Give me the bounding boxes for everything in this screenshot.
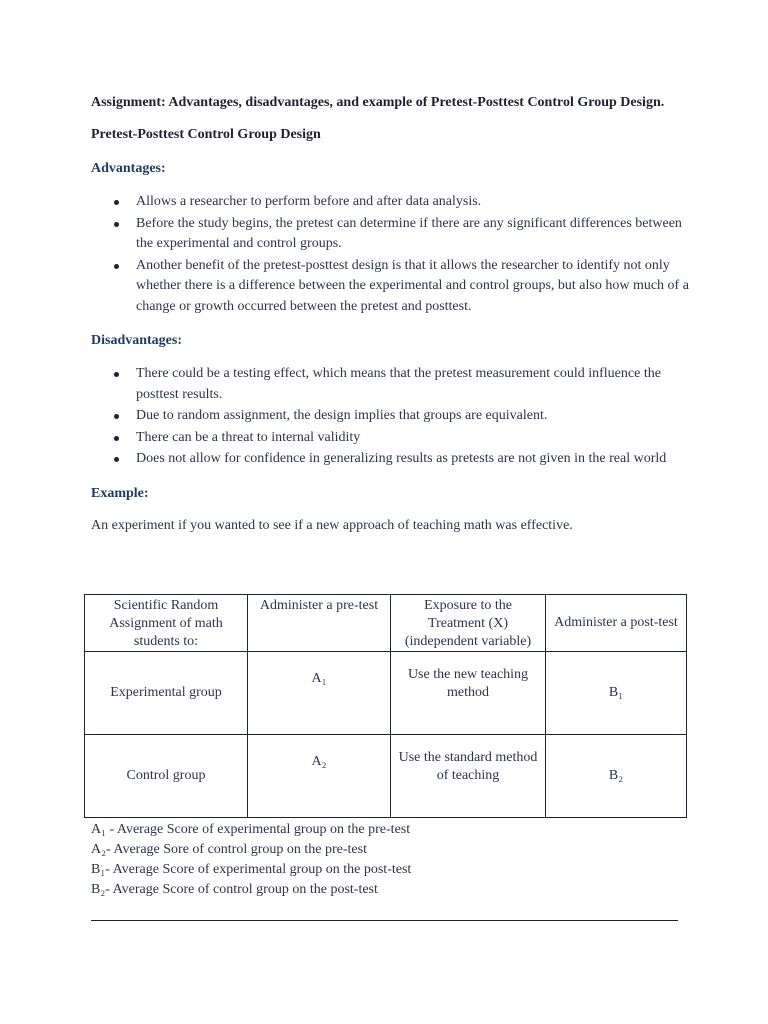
bullet-icon: [114, 200, 119, 205]
list-item: There can be a threat to internal validity: [91, 428, 691, 449]
table-header-row: [85, 595, 687, 652]
legend-item: B₂- Average Score of control group on the post-test: [91, 882, 378, 897]
table-header-cell: Scientific Random Assignment of math students to:: [85, 595, 248, 652]
table-cell: A₂: [248, 735, 391, 818]
table-header-cell: Administer a pre-test: [248, 595, 391, 652]
disadvantages-heading: Disadvantages:: [91, 333, 183, 348]
bullet-icon: [114, 264, 119, 269]
disadvantages-list: [91, 364, 691, 470]
table-header-cell: Administer a post-test: [546, 595, 687, 652]
table-cell: Use the new teaching method: [391, 652, 546, 735]
table-cell: Experimental group: [85, 652, 248, 735]
list-item: Before the study begins, the pretest can determine if there are any significant differences between the experimental and control groups.: [91, 214, 691, 255]
bullet-icon: [114, 414, 119, 419]
assignment-title: Assignment: Advantages, disadvantages, and example of Pretest-Posttest Control Group Design.: [91, 95, 665, 110]
list-item: There could be a testing effect, which means that the pretest measurement could influence the posttest results.: [91, 364, 691, 405]
design-subtitle: Pretest-Posttest Control Group Design: [91, 127, 321, 142]
table-header-cell: Exposure to the Treatment (X) (independent variable): [391, 595, 546, 652]
legend-item: B₁- Average Score of experimental group on the post-test: [91, 862, 412, 877]
bullet-icon: [114, 436, 119, 441]
bullet-icon: [114, 457, 119, 462]
legend-item: A₂- Average Sore of control group on the pre-test: [91, 842, 367, 857]
table-cell: A₁: [248, 652, 391, 735]
table-row: [85, 735, 687, 818]
advantages-heading: Advantages:: [91, 161, 166, 176]
example-heading: Example:: [91, 485, 149, 501]
table-cell: Use the standard method of teaching: [391, 735, 546, 818]
list-item: Does not allow for confidence in generalizing results as pretests are not given in the real world: [91, 449, 691, 470]
bullet-icon: [114, 222, 119, 227]
example-text: An experiment if you wanted to see if a new approach of teaching math was effective.: [91, 517, 573, 533]
score-legend: [91, 820, 691, 900]
advantages-list: [91, 192, 691, 317]
table-cell: Control group: [85, 735, 248, 818]
horizontal-rule: [91, 920, 678, 921]
list-item: Another benefit of the pretest-posttest design is that it allows the researcher to identify not only whether there is a difference between the experimental and control groups, but also how much of a change or growth occurred between the pretest and posttest.: [91, 256, 691, 318]
list-item: Allows a researcher to perform before and after data analysis.: [91, 192, 691, 213]
list-item: Due to random assignment, the design implies that groups are equivalent.: [91, 406, 691, 427]
bullet-icon: [114, 372, 119, 377]
document-body: [91, 93, 691, 536]
table-cell: B₂: [546, 735, 687, 818]
table-cell: B₁: [546, 652, 687, 735]
legend-item: A₁ - Average Score of experimental group on the pre-test: [91, 822, 411, 837]
table-row: [85, 652, 687, 735]
design-table: [84, 594, 687, 818]
